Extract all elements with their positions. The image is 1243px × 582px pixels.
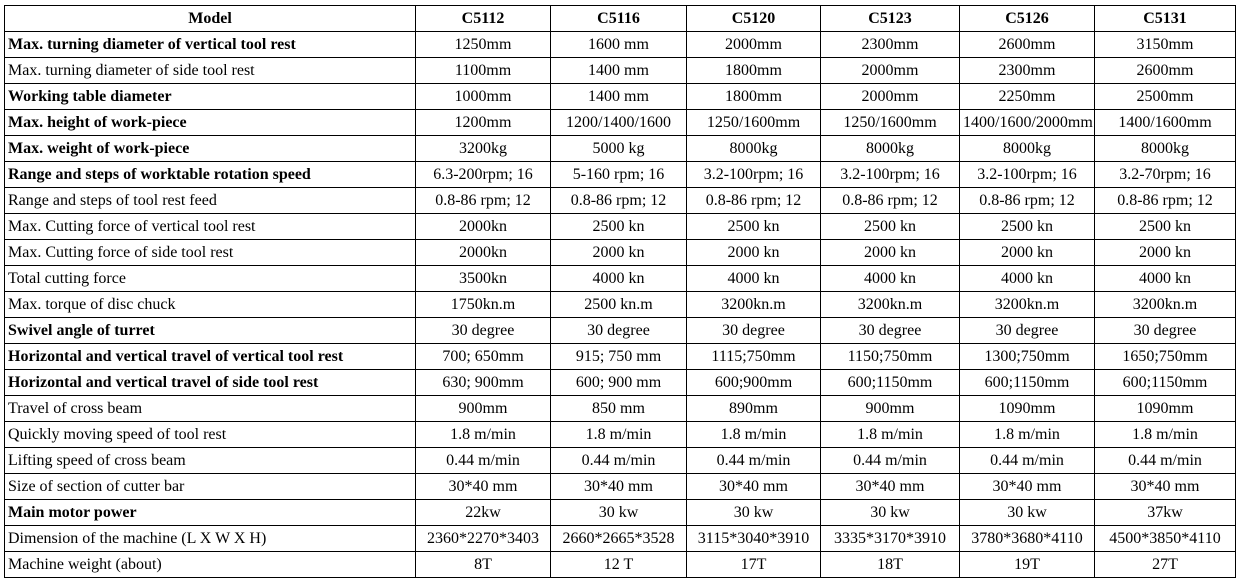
row-label: Max. torque of disc chuck xyxy=(5,292,416,318)
row-value: 3200kn.m xyxy=(687,292,821,318)
row-value: 17T xyxy=(687,552,821,578)
row-value: 3.2-100rpm; 16 xyxy=(960,162,1095,188)
row-label: Max. height of work-piece xyxy=(5,110,416,136)
row-value: 3200kn.m xyxy=(821,292,960,318)
row-value: 1650;750mm xyxy=(1095,344,1236,370)
row-value: 4500*3850*4110 xyxy=(1095,526,1236,552)
row-label: Lifting speed of cross beam xyxy=(5,448,416,474)
row-value: 2000 kn xyxy=(1095,240,1236,266)
row-label: Travel of cross beam xyxy=(5,396,416,422)
row-value: 1.8 m/min xyxy=(821,422,960,448)
row-value: 1150;750mm xyxy=(821,344,960,370)
row-value: 1250mm xyxy=(416,32,551,58)
row-value: 5-160 rpm; 16 xyxy=(551,162,687,188)
row-value: 1000mm xyxy=(416,84,551,110)
row-value: 1400 mm xyxy=(551,84,687,110)
row-value: 30 kw xyxy=(821,500,960,526)
row-value: 1.8 m/min xyxy=(551,422,687,448)
row-value: 30*40 mm xyxy=(687,474,821,500)
row-value: 4000 kn xyxy=(687,266,821,292)
row-value: 1.8 m/min xyxy=(687,422,821,448)
row-value: 30 degree xyxy=(821,318,960,344)
row-value: 850 mm xyxy=(551,396,687,422)
row-value: 18T xyxy=(821,552,960,578)
row-value: 1400 mm xyxy=(551,58,687,84)
table-row xyxy=(5,162,1236,188)
row-value: 915; 750 mm xyxy=(551,344,687,370)
row-value: 2600mm xyxy=(960,32,1095,58)
row-value: 3150mm xyxy=(1095,32,1236,58)
row-value: 2000kn xyxy=(416,240,551,266)
table-row xyxy=(5,500,1236,526)
row-value: 0.8-86 rpm; 12 xyxy=(960,188,1095,214)
row-value: 1750kn.m xyxy=(416,292,551,318)
row-value: 2660*2665*3528 xyxy=(551,526,687,552)
row-value: 0.44 m/min xyxy=(821,448,960,474)
row-value: 3200kn.m xyxy=(960,292,1095,318)
row-value: 1800mm xyxy=(687,84,821,110)
row-label: Max. Cutting force of vertical tool rest xyxy=(5,214,416,240)
row-value: 1.8 m/min xyxy=(416,422,551,448)
row-label: Max. weight of work-piece xyxy=(5,136,416,162)
row-value: 30 kw xyxy=(687,500,821,526)
row-value: 1.8 m/min xyxy=(960,422,1095,448)
table-row xyxy=(5,240,1236,266)
row-value: 0.8-86 rpm; 12 xyxy=(551,188,687,214)
row-value: 30 degree xyxy=(551,318,687,344)
table-row xyxy=(5,344,1236,370)
row-value: 30*40 mm xyxy=(416,474,551,500)
table-row xyxy=(5,188,1236,214)
row-value: 4000 kn xyxy=(551,266,687,292)
row-value: 30 degree xyxy=(416,318,551,344)
header-c5126: C5126 xyxy=(960,6,1095,32)
row-value: 8000kg xyxy=(1095,136,1236,162)
row-value: 4000 kn xyxy=(1095,266,1236,292)
row-value: 4000 kn xyxy=(821,266,960,292)
row-value: 3200kg xyxy=(416,136,551,162)
row-value: 19T xyxy=(960,552,1095,578)
row-value: 0.8-86 rpm; 12 xyxy=(1095,188,1236,214)
row-value: 2500 kn.m xyxy=(551,292,687,318)
row-value: 2000mm xyxy=(821,58,960,84)
row-value: 1.8 m/min xyxy=(1095,422,1236,448)
row-value: 30 degree xyxy=(1095,318,1236,344)
row-value: 630; 900mm xyxy=(416,370,551,396)
row-value: 2000mm xyxy=(821,84,960,110)
row-value: 2000mm xyxy=(687,32,821,58)
row-value: 3.2-100rpm; 16 xyxy=(821,162,960,188)
row-label: Main motor power xyxy=(5,500,416,526)
table-row xyxy=(5,110,1236,136)
row-label: Max. Cutting force of side tool rest xyxy=(5,240,416,266)
row-value: 6.3-200rpm; 16 xyxy=(416,162,551,188)
row-value: 1100mm xyxy=(416,58,551,84)
row-value: 2500mm xyxy=(1095,84,1236,110)
header-row xyxy=(5,6,1236,32)
row-value: 30 degree xyxy=(687,318,821,344)
row-value: 2500 kn xyxy=(960,214,1095,240)
row-value: 30 kw xyxy=(960,500,1095,526)
row-value: 890mm xyxy=(687,396,821,422)
row-label: Swivel angle of turret xyxy=(5,318,416,344)
row-value: 2300mm xyxy=(821,32,960,58)
row-value: 1300;750mm xyxy=(960,344,1095,370)
row-value: 0.8-86 rpm; 12 xyxy=(821,188,960,214)
row-value: 900mm xyxy=(821,396,960,422)
row-value: 600;1150mm xyxy=(821,370,960,396)
row-value: 2500 kn xyxy=(821,214,960,240)
row-value: 2500 kn xyxy=(551,214,687,240)
row-label: Max. turning diameter of side tool rest xyxy=(5,58,416,84)
row-value: 2000 kn xyxy=(960,240,1095,266)
table-row xyxy=(5,318,1236,344)
row-value: 2000 kn xyxy=(821,240,960,266)
row-value: 0.44 m/min xyxy=(1095,448,1236,474)
row-value: 12 T xyxy=(551,552,687,578)
row-label: Size of section of cutter bar xyxy=(5,474,416,500)
header-c5112: C5112 xyxy=(416,6,551,32)
row-label: Range and steps of tool rest feed xyxy=(5,188,416,214)
row-value: 30 kw xyxy=(551,500,687,526)
row-value: 2300mm xyxy=(960,58,1095,84)
row-value: 1600 mm xyxy=(551,32,687,58)
row-value: 2000 kn xyxy=(551,240,687,266)
header-c5131: C5131 xyxy=(1095,6,1236,32)
row-value: 2000 kn xyxy=(687,240,821,266)
row-value: 700; 650mm xyxy=(416,344,551,370)
row-value: 8T xyxy=(416,552,551,578)
row-value: 2000kn xyxy=(416,214,551,240)
row-label: Total cutting force xyxy=(5,266,416,292)
row-value: 1200/1400/1600 xyxy=(551,110,687,136)
row-value: 1090mm xyxy=(1095,396,1236,422)
row-value: 0.44 m/min xyxy=(416,448,551,474)
row-value: 600;1150mm xyxy=(960,370,1095,396)
row-label: Horizontal and vertical travel of vertical tool rest xyxy=(5,344,416,370)
row-value: 2600mm xyxy=(1095,58,1236,84)
row-value: 30*40 mm xyxy=(1095,474,1236,500)
row-value: 1250/1600mm xyxy=(821,110,960,136)
row-value: 3500kn xyxy=(416,266,551,292)
table-row xyxy=(5,84,1236,110)
row-value: 37kw xyxy=(1095,500,1236,526)
row-label: Quickly moving speed of tool rest xyxy=(5,422,416,448)
row-value: 27T xyxy=(1095,552,1236,578)
row-value: 2500 kn xyxy=(1095,214,1236,240)
row-value: 30*40 mm xyxy=(551,474,687,500)
row-label: Max. turning diameter of vertical tool rest xyxy=(5,32,416,58)
row-value: 1090mm xyxy=(960,396,1095,422)
row-value: 3.2-100rpm; 16 xyxy=(687,162,821,188)
row-value: 0.44 m/min xyxy=(960,448,1095,474)
row-value: 3780*3680*4110 xyxy=(960,526,1095,552)
row-value: 1400/1600/2000mm xyxy=(960,110,1095,136)
row-value: 0.8-86 rpm; 12 xyxy=(416,188,551,214)
header-c5116: C5116 xyxy=(551,6,687,32)
table-row xyxy=(5,266,1236,292)
row-value: 5000 kg xyxy=(551,136,687,162)
row-value: 3.2-70rpm; 16 xyxy=(1095,162,1236,188)
row-value: 2500 kn xyxy=(687,214,821,240)
table-row xyxy=(5,396,1236,422)
row-label: Dimension of the machine (L X W X H) xyxy=(5,526,416,552)
table-row xyxy=(5,58,1236,84)
table-row xyxy=(5,422,1236,448)
spec-table-body xyxy=(5,32,1236,578)
row-value: 0.44 m/min xyxy=(687,448,821,474)
row-label: Working table diameter xyxy=(5,84,416,110)
row-value: 900mm xyxy=(416,396,551,422)
table-row xyxy=(5,136,1236,162)
row-value: 30 degree xyxy=(960,318,1095,344)
row-value: 3115*3040*3910 xyxy=(687,526,821,552)
row-value: 2250mm xyxy=(960,84,1095,110)
header-model: Model xyxy=(5,6,416,32)
row-value: 30*40 mm xyxy=(821,474,960,500)
row-value: 8000kg xyxy=(687,136,821,162)
table-row xyxy=(5,474,1236,500)
row-value: 22kw xyxy=(416,500,551,526)
row-value: 1400/1600mm xyxy=(1095,110,1236,136)
row-value: 4000 kn xyxy=(960,266,1095,292)
row-value: 8000kg xyxy=(960,136,1095,162)
table-row xyxy=(5,448,1236,474)
row-value: 2360*2270*3403 xyxy=(416,526,551,552)
header-c5123: C5123 xyxy=(821,6,960,32)
table-row xyxy=(5,526,1236,552)
row-value: 1800mm xyxy=(687,58,821,84)
row-label: Range and steps of worktable rotation speed xyxy=(5,162,416,188)
table-row xyxy=(5,292,1236,318)
header-c5120: C5120 xyxy=(687,6,821,32)
row-label: Horizontal and vertical travel of side tool rest xyxy=(5,370,416,396)
row-value: 8000kg xyxy=(821,136,960,162)
spec-table xyxy=(4,5,1236,578)
row-label: Machine weight (about) xyxy=(5,552,416,578)
row-value: 1200mm xyxy=(416,110,551,136)
row-value: 1250/1600mm xyxy=(687,110,821,136)
row-value: 600;1150mm xyxy=(1095,370,1236,396)
row-value: 600; 900 mm xyxy=(551,370,687,396)
table-row xyxy=(5,370,1236,396)
row-value: 0.8-86 rpm; 12 xyxy=(687,188,821,214)
table-row xyxy=(5,552,1236,578)
table-row xyxy=(5,214,1236,240)
row-value: 600;900mm xyxy=(687,370,821,396)
row-value: 3200kn.m xyxy=(1095,292,1236,318)
row-value: 1115;750mm xyxy=(687,344,821,370)
table-row xyxy=(5,32,1236,58)
row-value: 0.44 m/min xyxy=(551,448,687,474)
row-value: 30*40 mm xyxy=(960,474,1095,500)
row-value: 3335*3170*3910 xyxy=(821,526,960,552)
